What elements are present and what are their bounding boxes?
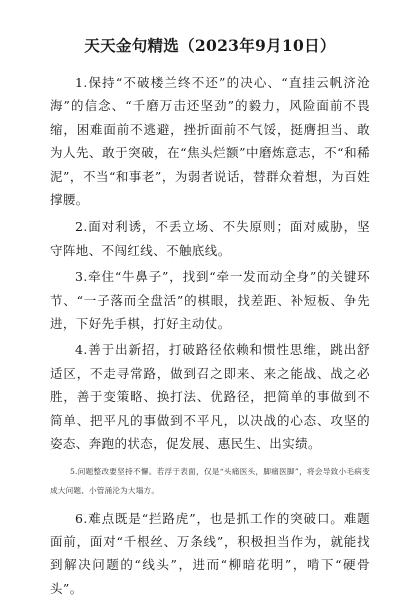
paragraph-3: 3.牵住“牛鼻子”，找到“牵一发而动全身”的关键环节、“一子落而全盘活”的棋眼，找差距、补短板、争先进，下好先手棋，打好主动仗。: [50, 265, 370, 335]
paragraph-2: 2.面对利诱，不丢立场、不失原则；面对威胁，坚守阵地、不闯红线、不触底线。: [50, 215, 370, 262]
document-title: 天天金句精选（2023年9月10日）: [50, 36, 370, 56]
paragraph-4: 4.善于出新招，打破路径依赖和惯性思维，跳出舒适区，不走寻常路，做到召之即来、来之能战、战之必胜，善于变策略、换打法、优路径，把简单的事做到不简单、把平凡的事做到不平凡，以决战的心态、攻坚的姿态、奔跑的状态，促发展、惠民生、出实绩。: [50, 338, 370, 455]
paragraph-5-small-note: 5.问题整改要坚持不懈。若浮于表面，仅是“头痛医头，脚痛医脚”，将会导致小毛病变成大问题、小管涌沦为大塌方。: [50, 462, 370, 500]
paragraph-1: 1.保持“不破楼兰终不还”的决心、“直挂云帆济沧海”的信念、“千磨万击还坚劲”的毅力，风险面前不畏缩，困难面前不逃避，挫折面前不气馁，挺膺担当、敢为人先、敢于突破，在“焦头烂额”中磨炼意志，不“和稀泥”，不当“和事老”，为弱者说话，替群众着想，为百姓撑腰。: [50, 71, 370, 211]
paragraph-6: 6.难点既是“拦路虎”，也是抓工作的突破口。难题面前，面对“千根丝、万条线”，积极担当作为，就能找到解决问题的“线头”，进而“柳暗花明”，啃下“硬骨头”。: [50, 507, 370, 600]
